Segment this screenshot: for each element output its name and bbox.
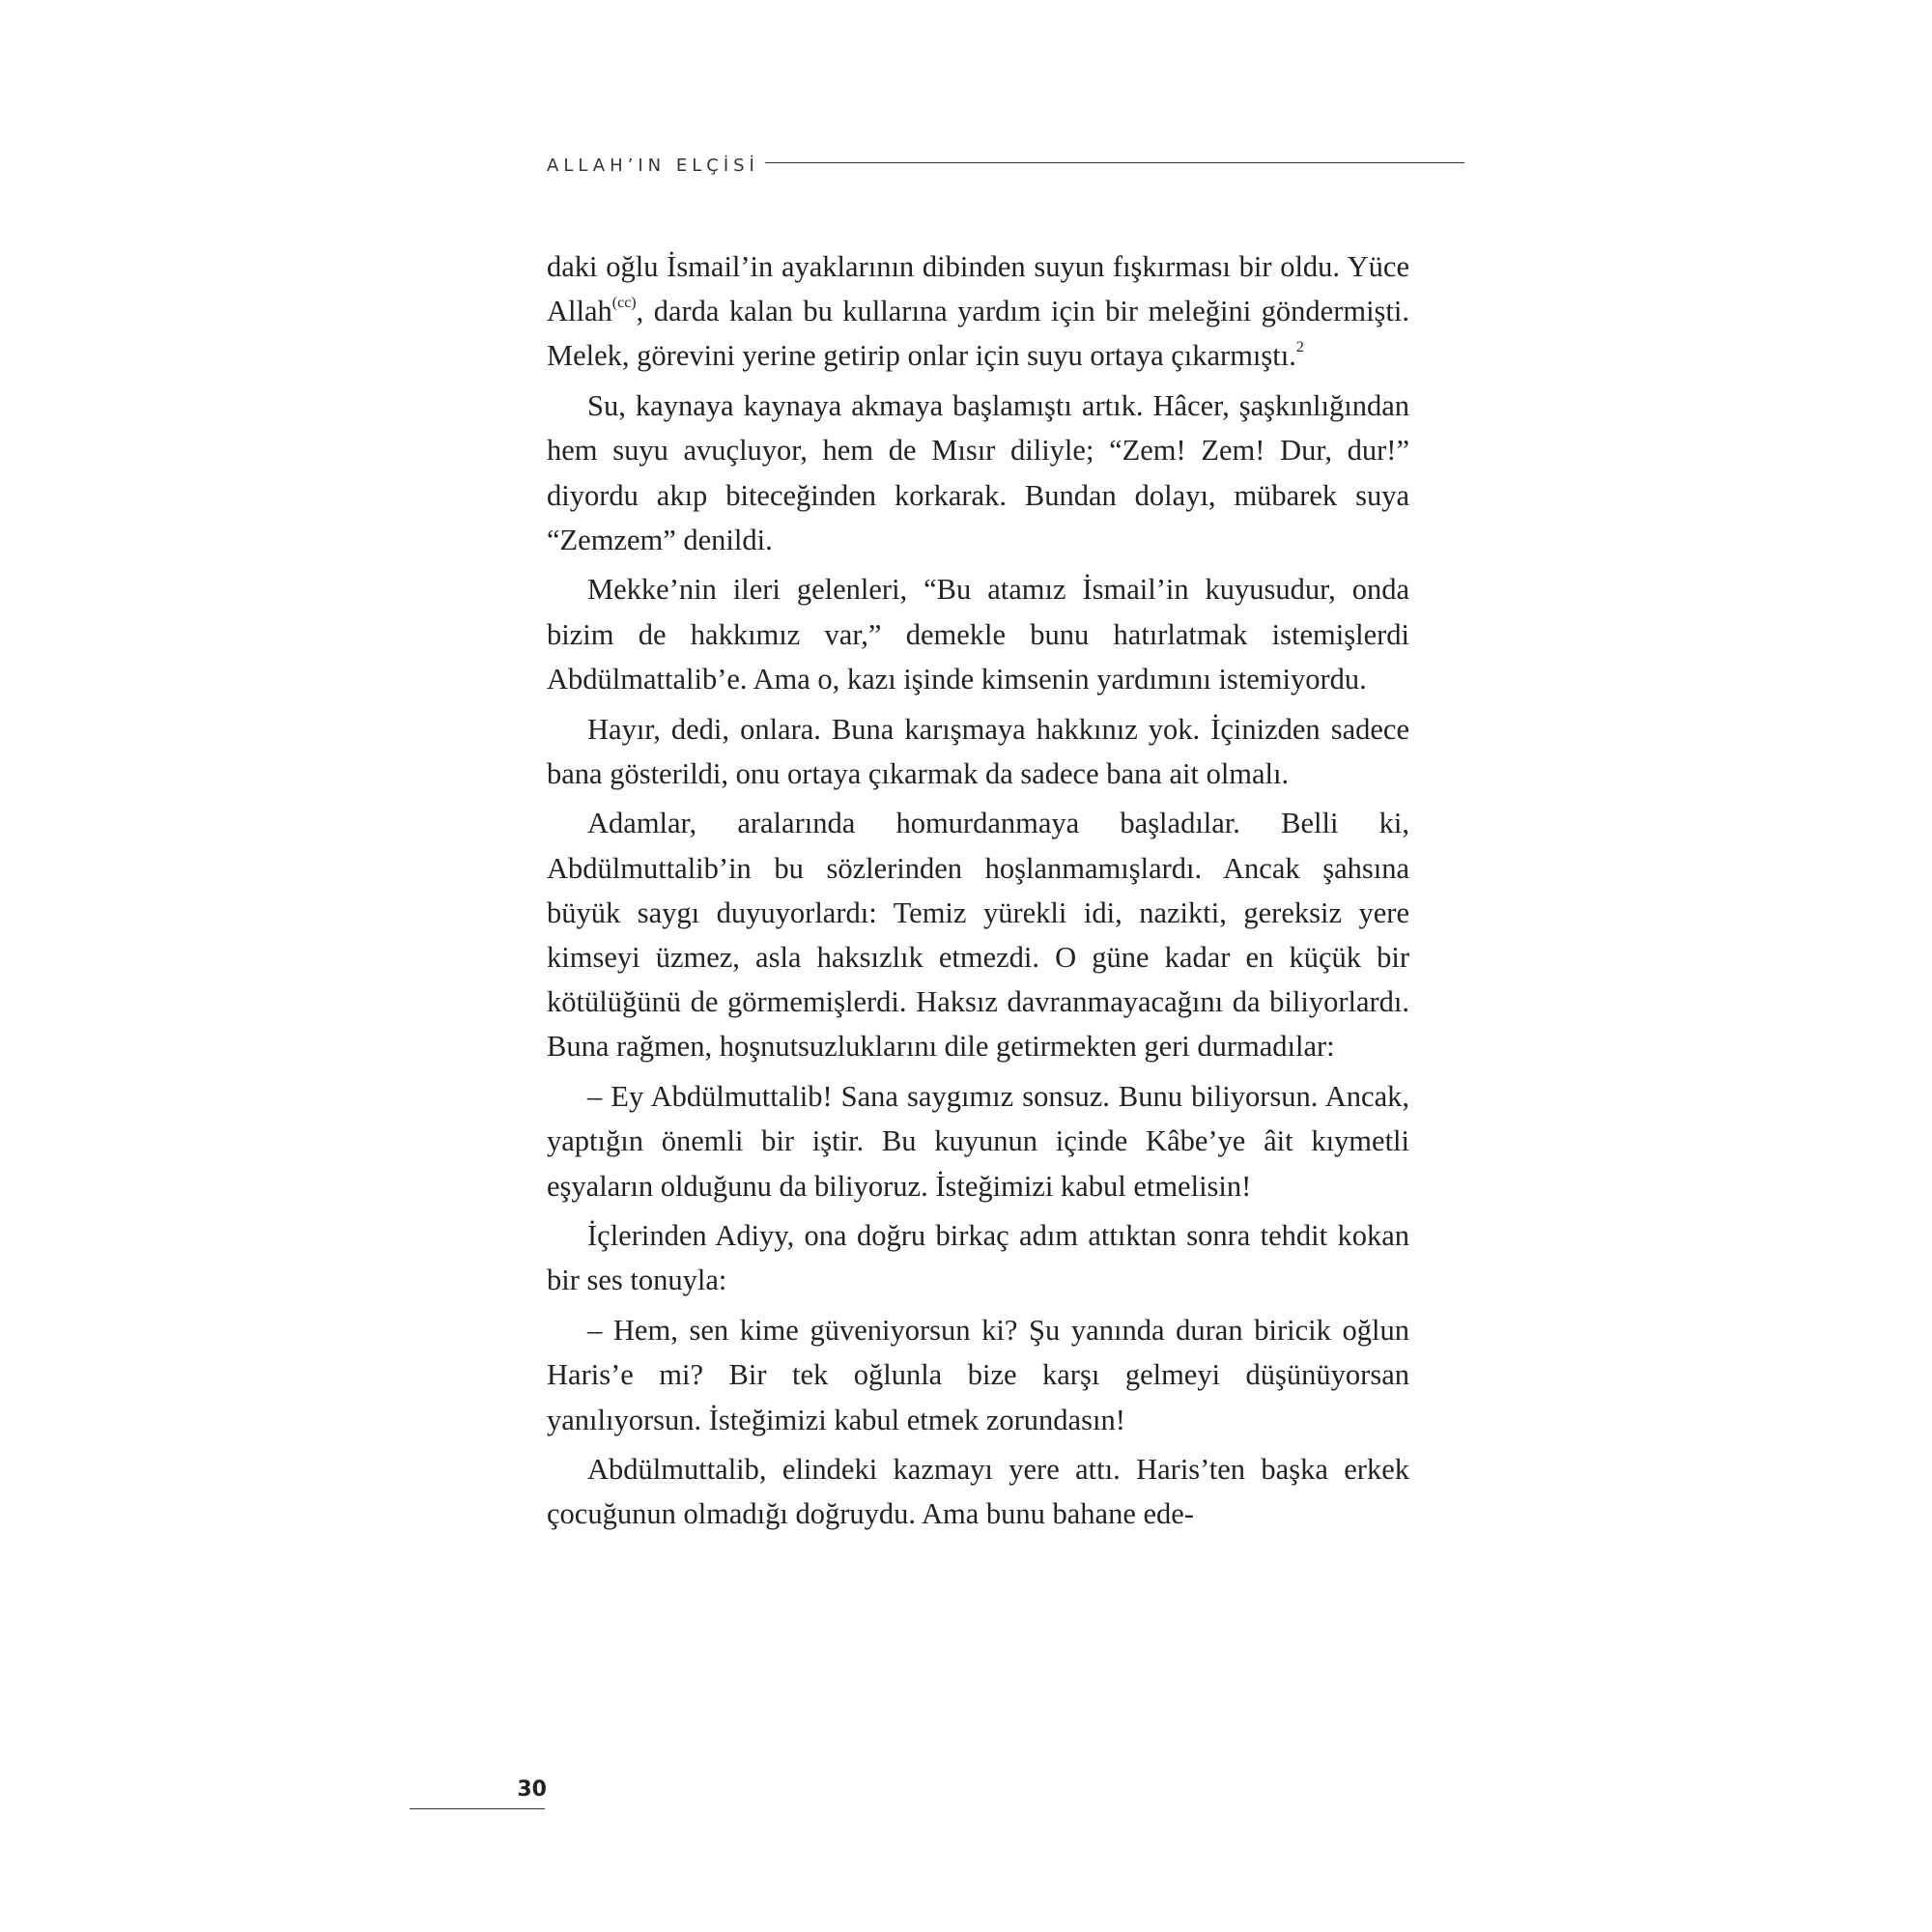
paragraph: Su, kaynaya kaynaya akmaya başlamıştı artık. Hâcer, şaşkınlığından hem suyu avuçluyor, hem de Mısır diliyle; “Zem! Zem! Dur, dur!” diyordu akıp biteceğinden korkarak. Bundan dolayı, mübarek suya “Zemzem” denildi.	[547, 389, 1409, 556]
header-rule	[765, 162, 1464, 163]
page-number: 30	[517, 1777, 547, 1802]
paragraph-text: , darda kalan bu kullarına yardım için bir meleğini göndermişti. Melek, görevini yerine getirip onlar için suyu ortaya çıkarmıştı.	[547, 295, 1409, 373]
running-header	[547, 151, 1464, 180]
paragraph	[547, 244, 1409, 379]
paragraph: – Ey Abdülmuttalib! Sana saygımız sonsuz. Bunu biliyorsun. Ancak, yaptığın önemli bir iştir. Bu kuyunun içinde Kâbe’ye âit kıymetli eşyaların olduğunu da biliyoruz. İsteğimizi kabul etmelisin!	[547, 1080, 1409, 1203]
paragraph: Mekke’nin ileri gelenleri, “Bu atamız İsmail’in kuyusudur, onda bizim de hakkımız var,” demekle bunu hatırlatmak istemişlerdi Abdülmattalib’e. Ama o, kazı işinde kimsenin yardımını istemiyordu.	[547, 573, 1409, 696]
paragraph: Hayır, dedi, onlara. Buna karışmaya hakkınız yok. İçinizden sadece bana gösterildi, onu ortaya çıkarmak da sadece bana ait olmalı.	[547, 712, 1409, 790]
running-title: ALLAH’IN ELÇİSİ	[547, 155, 759, 176]
footer-rule	[410, 1808, 545, 1809]
honorific-superscript: (cc)	[611, 295, 637, 312]
paragraph: – Hem, sen kime güveniyorsun ki? Şu yanında duran biricik oğlun Haris’e mi? Bir tek oğlunla bize karşı gelmeyi düşünüyorsan yanılıyorsun. İsteğimizi kabul etmek zorundasın!	[547, 1314, 1409, 1436]
footnote-reference: 2	[1295, 339, 1304, 356]
paragraph: Abdülmuttalib, elindeki kazmayı yere attı. Haris’ten başka erkek çocuğunun olmadığı doğruydu. Ama bunu bahane ede-	[547, 1453, 1409, 1531]
body-text	[547, 244, 1409, 1542]
paragraph: Adamlar, aralarında homurdanmaya başladılar. Belli ki, Abdülmuttalib’in bu sözlerinden hoşlanmamışlardı. Ancak şahsına büyük saygı duyuyorlardı: Temiz yürekli idi, nazikti, gereksiz yere kimseyi üzmez, asla haksızlık etmezdi. O güne kadar en küçük bir kötülüğünü de görmemişlerdi. Haksız davranmayacağını da biliyorlardı. Buna rağmen, hoşnutsuzluklarını dile getirmekten geri durmadılar:	[547, 807, 1409, 1064]
paragraph: İçlerinden Adiyy, ona doğru birkaç adım attıktan sonra tehdit kokan bir ses tonuyla:	[547, 1219, 1409, 1297]
paragraph-text: daki oğlu İsmail’in ayaklarının dibinden suyun fışkırması bir oldu. Yüce Allah	[547, 250, 1409, 328]
